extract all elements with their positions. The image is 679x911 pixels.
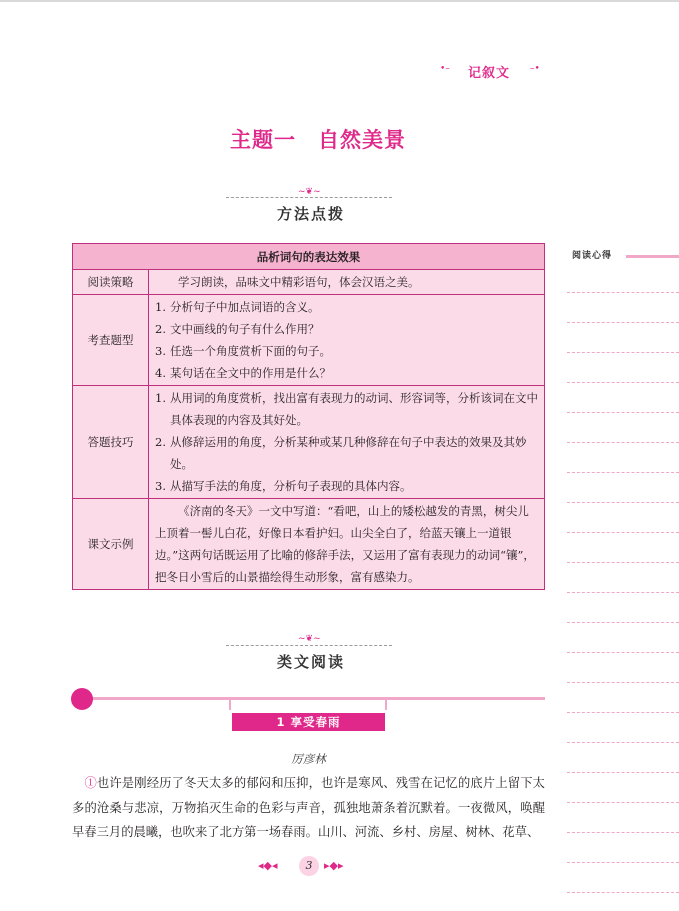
header-rule — [0, 0, 679, 2]
sidebar-note-line — [567, 502, 679, 503]
list-item: 3. 任选一个角度赏析下面的句子。 — [155, 344, 331, 358]
sidebar-note-line — [567, 682, 679, 683]
table-caption: 品析词句的表达效果 — [73, 244, 545, 270]
paragraph-text: 也许是刚经历了冬天太多的郁闷和压抑，也许是寒风、残雪在记忆的底片上留下太多的沧桑与悲凉，万物掐灭生命的色彩与声音，孤独地萧条着沉默着。一夜微风，唤醒早春三月的晨曦，也吹来了北方第一场春雨。山川、河流、乡村、房屋、树林、花草、 — [72, 776, 545, 839]
sidebar-note-line — [567, 772, 679, 773]
sidebar-note-line — [567, 352, 679, 353]
sidebar-note-line — [567, 322, 679, 323]
passage-author: 厉彦林 — [291, 752, 326, 766]
banner-tab — [229, 700, 231, 710]
sidebar-note-line — [567, 712, 679, 713]
sidebar-note-line — [567, 622, 679, 623]
sidebar-bar — [626, 255, 679, 258]
paragraph-number: ① — [84, 776, 97, 790]
sidebar-note-line — [567, 412, 679, 413]
row-label: 课文示例 — [73, 499, 149, 590]
row-text: 《济南的冬天》一文中写道：“看吧，山上的矮松越发的青黑，树尖儿上顶着一髻儿白花，好像日本看护妇。山尖全白了，给蓝天镶上一道银边。”这两句话既运用了比喻的修辞手法，又运用了富有表现力的动词“镶”，把冬日小雪后的山景描绘得生动形象，富有感染力。 — [149, 499, 545, 590]
sidebar-note-line — [567, 862, 679, 863]
header-ornament-left: •– — [440, 64, 450, 74]
list-item: 4. 某句话在全文中的作用是什么？ — [155, 366, 331, 380]
list-item: 3. 从描写手法的角度，分析句子表现的具体内容。 — [155, 479, 412, 493]
footer-arrow-left-icon: ◂◆◂ — [258, 859, 278, 872]
section-ornament: ~❦~ — [298, 187, 321, 197]
list-item: 2. 从修辞运用的角度，分析某种或某几种修辞在句子中表达的效果及其妙处。 — [155, 435, 527, 471]
section-divider — [226, 645, 392, 646]
passage-title: 1 享受春雨 — [232, 713, 385, 731]
banner-dot — [71, 688, 93, 710]
section-divider — [226, 197, 392, 198]
sidebar-note-line — [567, 532, 679, 533]
sidebar-note-line — [567, 832, 679, 833]
section-title-method: 方法点拨 — [277, 205, 346, 223]
section-title-reading: 类文阅读 — [277, 653, 346, 671]
banner-line — [92, 697, 545, 700]
sidebar-label: 阅读心得 — [572, 251, 613, 261]
passage-paragraph — [72, 771, 545, 845]
page-number: 3 — [299, 856, 319, 876]
list-item: 1. 从用词的角度赏析，找出富有表现力的动词、形容词等，分析该词在文中具体表现的内容及其好处。 — [155, 391, 538, 427]
sidebar-note-line — [567, 592, 679, 593]
sidebar-note-line — [567, 892, 679, 893]
row-list — [149, 295, 545, 386]
footer-arrow-right-icon: ▸◆▸ — [324, 859, 344, 872]
sidebar-note-line — [567, 562, 679, 563]
sidebar-note-line — [567, 472, 679, 473]
section-ornament: ~❦~ — [298, 634, 321, 644]
sidebar-note-line — [567, 382, 679, 383]
table-row — [73, 295, 545, 386]
page-footer — [258, 856, 358, 876]
list-item: 2. 文中画线的句子有什么作用？ — [155, 322, 320, 336]
method-table — [72, 243, 545, 590]
list-item: 1. 分析句子中加点词语的含义。 — [155, 300, 320, 314]
banner-tab — [385, 700, 387, 710]
page-title: 主题一 自然美景 — [230, 127, 406, 152]
genre-label: 记叙文 — [468, 66, 511, 81]
sidebar-note-line — [567, 442, 679, 443]
row-label: 答题技巧 — [73, 386, 149, 499]
row-label: 考查题型 — [73, 295, 149, 386]
table-row — [73, 386, 545, 499]
sidebar-note-line — [567, 292, 679, 293]
sidebar-note-line — [567, 652, 679, 653]
table-row — [73, 270, 545, 295]
row-label: 阅读策略 — [73, 270, 149, 295]
row-text: 学习朗读，品味文中精彩语句，体会汉语之美。 — [149, 270, 545, 295]
table-row — [73, 499, 545, 590]
header-ornament-right: –• — [530, 64, 540, 74]
row-list — [149, 386, 545, 499]
sidebar-note-line — [567, 742, 679, 743]
sidebar-note-line — [567, 802, 679, 803]
